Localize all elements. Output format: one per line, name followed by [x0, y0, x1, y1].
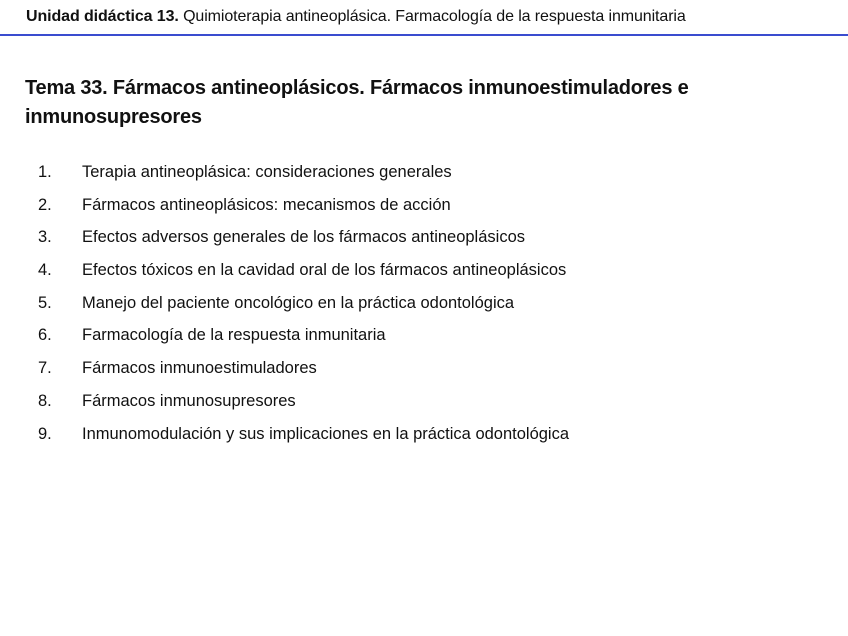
item-number: 7.: [38, 359, 52, 378]
item-text: Manejo del paciente oncológico en la práctica odontológica: [82, 293, 515, 312]
item-number: 8.: [38, 391, 52, 410]
item-number: 4.: [38, 261, 52, 280]
slide-title: Tema 33. Fármacos antineoplásicos. Fármacos inmunoestimuladores e inmunosupresores: [25, 77, 689, 128]
item-number: 9.: [38, 424, 52, 443]
item-text: Inmunomodulación y sus implicaciones en la práctica odontológica: [82, 424, 570, 443]
item-text: Terapia antineoplásica: consideraciones generales: [82, 163, 452, 181]
item-number: 3.: [38, 228, 52, 247]
item-text: Fármacos antineoplásicos: mecanismos de acción: [82, 195, 451, 214]
item-number: 6.: [38, 326, 52, 345]
header-text: [26, 8, 686, 26]
item-text: Fármacos inmunoestimuladores: [82, 359, 317, 378]
item-text: Fármacos inmunosupresores: [82, 391, 296, 410]
item-text: Efectos adversos generales de los fármacos antineoplásicos: [82, 228, 525, 247]
item-text: Efectos tóxicos en la cavidad oral de los fármacos antineoplásicos: [82, 261, 567, 280]
item-number: 1.: [38, 163, 52, 181]
item-number: 2.: [38, 195, 52, 214]
unit-label: Unidad didáctica 13.: [26, 8, 179, 25]
item-number: 5.: [38, 293, 52, 312]
slide-header: [0, 0, 848, 36]
item-text: Farmacología de la respuesta inmunitaria: [82, 326, 386, 345]
unit-title: Quimioterapia antineoplásica. Farmacología de la respuesta inmunitaria: [178, 8, 686, 25]
